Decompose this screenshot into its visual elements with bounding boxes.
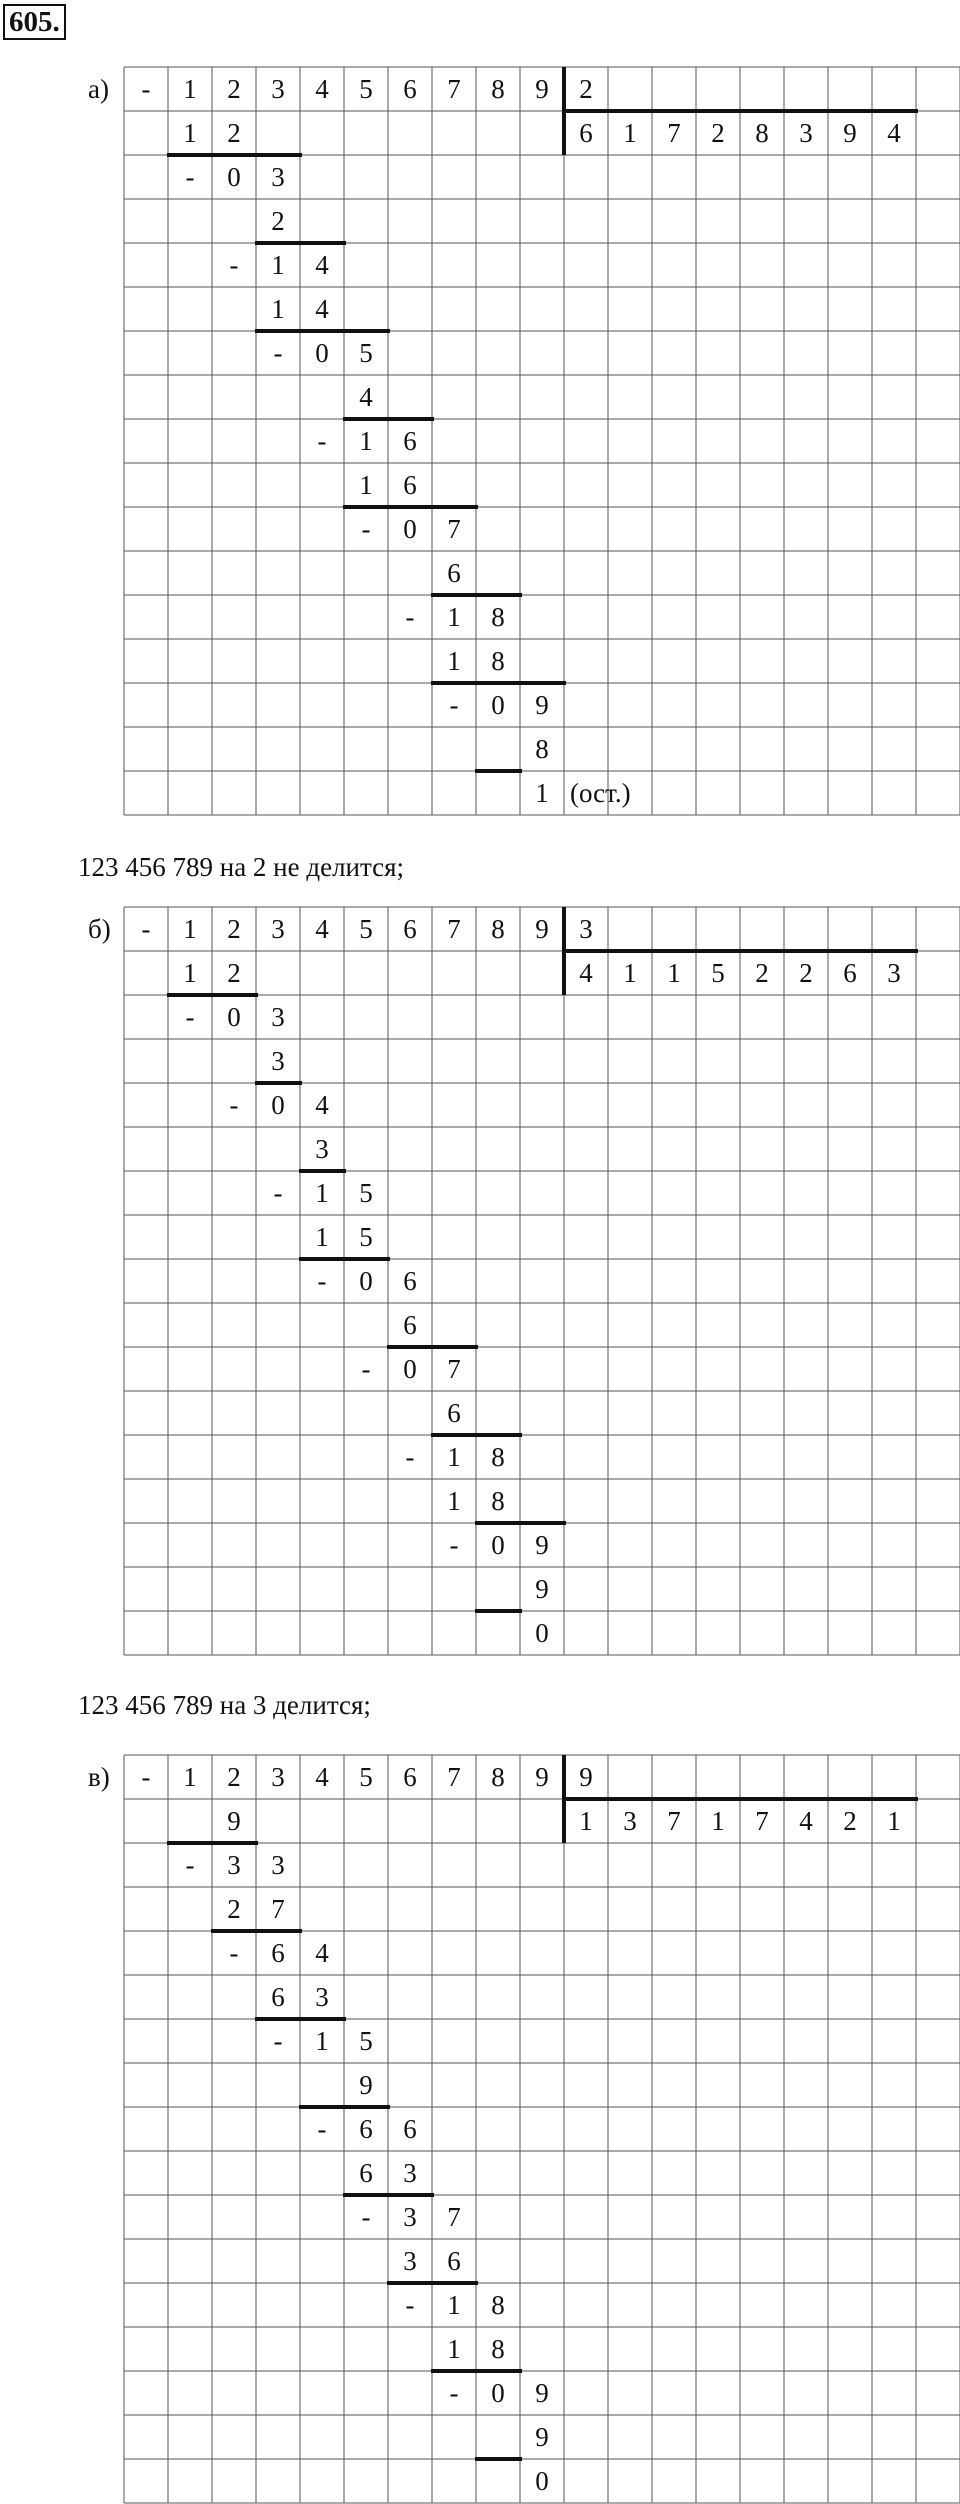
subtraction-underline bbox=[475, 2457, 522, 2461]
subtraction-underline bbox=[475, 769, 522, 773]
digit-cell: 3 bbox=[579, 914, 593, 944]
digit-cell: 9 bbox=[535, 914, 549, 944]
digit-cell: 8 bbox=[755, 118, 769, 148]
digit-cell: 4 bbox=[315, 1938, 329, 1968]
minus-sign: - bbox=[185, 1002, 195, 1032]
digit-cell: 6 bbox=[403, 426, 417, 456]
digit-cell: 6 bbox=[359, 2158, 373, 2188]
digit-cell: 2 bbox=[227, 1894, 241, 1924]
digit-cell: 1 bbox=[359, 426, 373, 456]
digit-cell: 2 bbox=[271, 206, 285, 236]
digit-cell: 8 bbox=[491, 2290, 505, 2320]
problem-number: 605. bbox=[3, 4, 66, 40]
digit-cell: 6 bbox=[843, 958, 857, 988]
digit-cell: 1 bbox=[447, 646, 461, 676]
digit-cell: 9 bbox=[535, 1762, 549, 1792]
digit-cell: 1 bbox=[447, 2290, 461, 2320]
digit-cell: 1 bbox=[667, 958, 681, 988]
digit-cell: 4 bbox=[315, 1090, 329, 1120]
digit-cell: 0 bbox=[491, 1530, 505, 1560]
digit-cell: 4 bbox=[315, 250, 329, 280]
part-label: в) bbox=[88, 1762, 110, 1792]
minus-sign: - bbox=[273, 1178, 283, 1208]
minus-sign: - bbox=[141, 1762, 151, 1792]
digit-cell: 0 bbox=[535, 2466, 549, 2496]
digit-cell: 8 bbox=[491, 914, 505, 944]
minus-sign: - bbox=[449, 1530, 459, 1560]
divisibility-conclusion: 123 456 789 на 3 делится; bbox=[78, 1690, 371, 1720]
minus-sign: - bbox=[185, 162, 195, 192]
digit-cell: 8 bbox=[491, 602, 505, 632]
digit-cell: 2 bbox=[711, 118, 725, 148]
digit-cell: 1 bbox=[315, 2026, 329, 2056]
digit-cell: 2 bbox=[843, 1806, 857, 1836]
digit-cell: 9 bbox=[535, 1574, 549, 1604]
digit-cell: 3 bbox=[315, 1982, 329, 2012]
digit-cell: 3 bbox=[271, 914, 285, 944]
minus-sign: - bbox=[449, 690, 459, 720]
digit-cell: 9 bbox=[535, 2422, 549, 2452]
digit-cell: 1 bbox=[887, 1806, 901, 1836]
minus-sign: - bbox=[317, 1266, 327, 1296]
digit-cell: 9 bbox=[227, 1806, 241, 1836]
digit-cell: 4 bbox=[579, 958, 593, 988]
digit-cell: 9 bbox=[579, 1762, 593, 1792]
digit-cell: 9 bbox=[535, 690, 549, 720]
digit-cell: 7 bbox=[447, 2202, 461, 2232]
subtraction-underline bbox=[475, 1609, 522, 1613]
minus-sign: - bbox=[229, 1090, 239, 1120]
digit-cell: 1 bbox=[271, 294, 285, 324]
digit-cell: 1 bbox=[183, 958, 197, 988]
minus-sign: - bbox=[317, 426, 327, 456]
minus-sign: - bbox=[449, 2378, 459, 2408]
digit-cell: 7 bbox=[447, 914, 461, 944]
part-label: а) bbox=[88, 74, 109, 104]
digit-cell: 6 bbox=[403, 1310, 417, 1340]
digit-cell: 1 bbox=[447, 2334, 461, 2364]
part-label: б) bbox=[88, 914, 111, 944]
minus-sign: - bbox=[405, 2290, 415, 2320]
digit-cell: 7 bbox=[447, 514, 461, 544]
digit-cell: 8 bbox=[535, 734, 549, 764]
digit-cell: 8 bbox=[491, 1442, 505, 1472]
digit-cell: 3 bbox=[403, 2202, 417, 2232]
digit-cell: 3 bbox=[315, 1134, 329, 1164]
digit-cell: 6 bbox=[579, 118, 593, 148]
digit-cell: 9 bbox=[843, 118, 857, 148]
digit-cell: 2 bbox=[227, 118, 241, 148]
digit-cell: 0 bbox=[359, 1266, 373, 1296]
digit-cell: 0 bbox=[491, 690, 505, 720]
digit-cell: 1 bbox=[711, 1806, 725, 1836]
digit-cell: 3 bbox=[271, 1002, 285, 1032]
digit-cell: 9 bbox=[535, 1530, 549, 1560]
digit-cell: 6 bbox=[403, 914, 417, 944]
digit-cell: 3 bbox=[271, 162, 285, 192]
digit-cell: 1 bbox=[623, 118, 637, 148]
digit-cell: 2 bbox=[227, 914, 241, 944]
minus-sign: - bbox=[229, 1938, 239, 1968]
digit-cell: 5 bbox=[359, 338, 373, 368]
digit-cell: 1 bbox=[315, 1222, 329, 1252]
division-grid bbox=[123, 66, 960, 816]
digit-cell: 1 bbox=[183, 1762, 197, 1792]
digit-cell: 0 bbox=[535, 1618, 549, 1648]
digit-cell: 6 bbox=[403, 470, 417, 500]
digit-cell: 6 bbox=[403, 1762, 417, 1792]
minus-sign: - bbox=[229, 250, 239, 280]
digit-cell: 7 bbox=[755, 1806, 769, 1836]
digit-cell: 7 bbox=[667, 1806, 681, 1836]
digit-cell: 8 bbox=[491, 646, 505, 676]
digit-cell: 6 bbox=[403, 1266, 417, 1296]
digit-cell: 7 bbox=[447, 74, 461, 104]
digit-cell: 1 bbox=[535, 778, 549, 808]
digit-cell: 9 bbox=[535, 74, 549, 104]
digit-cell: 9 bbox=[535, 2378, 549, 2408]
digit-cell: 5 bbox=[359, 1762, 373, 1792]
minus-sign: - bbox=[273, 338, 283, 368]
digit-cell: 7 bbox=[271, 1894, 285, 1924]
digit-cell: 5 bbox=[359, 914, 373, 944]
digit-cell: 3 bbox=[271, 1850, 285, 1880]
digit-cell: 2 bbox=[579, 74, 593, 104]
digit-cell: 4 bbox=[799, 1806, 813, 1836]
digit-cell: 3 bbox=[403, 2158, 417, 2188]
digit-cell: 3 bbox=[271, 74, 285, 104]
digit-cell: 6 bbox=[403, 74, 417, 104]
digit-cell: 6 bbox=[447, 1398, 461, 1428]
digit-cell: 6 bbox=[447, 558, 461, 588]
digit-cell: 4 bbox=[359, 382, 373, 412]
digit-cell: 7 bbox=[447, 1762, 461, 1792]
digit-cell: 4 bbox=[315, 1762, 329, 1792]
digit-cell: 0 bbox=[227, 1002, 241, 1032]
digit-cell: 3 bbox=[227, 1850, 241, 1880]
digit-cell: 8 bbox=[491, 1486, 505, 1516]
digit-cell: 3 bbox=[271, 1762, 285, 1792]
digit-cell: 8 bbox=[491, 2334, 505, 2364]
digit-cell: 3 bbox=[403, 2246, 417, 2276]
minus-sign: - bbox=[361, 1354, 371, 1384]
digit-cell: 6 bbox=[447, 2246, 461, 2276]
remainder-note: (ост.) bbox=[570, 778, 631, 808]
digit-cell: 2 bbox=[227, 1762, 241, 1792]
digit-cell: 8 bbox=[491, 74, 505, 104]
digit-cell: 1 bbox=[183, 118, 197, 148]
digit-cell: 7 bbox=[447, 1354, 461, 1384]
digit-cell: 4 bbox=[315, 74, 329, 104]
digit-cell: 1 bbox=[315, 1178, 329, 1208]
digit-cell: 0 bbox=[403, 1354, 417, 1384]
minus-sign: - bbox=[405, 1442, 415, 1472]
minus-sign: - bbox=[141, 74, 151, 104]
digit-cell: 1 bbox=[623, 958, 637, 988]
digit-cell: 0 bbox=[491, 2378, 505, 2408]
minus-sign: - bbox=[273, 2026, 283, 2056]
digit-cell: 6 bbox=[359, 2114, 373, 2144]
digit-cell: 5 bbox=[359, 74, 373, 104]
digit-cell: 6 bbox=[271, 1982, 285, 2012]
digit-cell: 3 bbox=[887, 958, 901, 988]
digit-cell: 9 bbox=[359, 2070, 373, 2100]
digit-cell: 6 bbox=[271, 1938, 285, 1968]
digit-cell: 2 bbox=[227, 958, 241, 988]
digit-cell: 1 bbox=[447, 1442, 461, 1472]
digit-cell: 0 bbox=[227, 162, 241, 192]
minus-sign: - bbox=[361, 2202, 371, 2232]
digit-cell: 0 bbox=[271, 1090, 285, 1120]
digit-cell: 0 bbox=[403, 514, 417, 544]
digit-cell: 2 bbox=[799, 958, 813, 988]
digit-cell: 6 bbox=[403, 2114, 417, 2144]
digit-cell: 7 bbox=[667, 118, 681, 148]
digit-cell: 1 bbox=[447, 1486, 461, 1516]
digit-cell: 5 bbox=[359, 1178, 373, 1208]
digit-cell: 5 bbox=[711, 958, 725, 988]
digit-cell: 1 bbox=[447, 602, 461, 632]
division-grid bbox=[123, 1754, 960, 2504]
divisibility-conclusion: 123 456 789 на 2 не делится; bbox=[78, 852, 405, 882]
digit-cell: 4 bbox=[315, 294, 329, 324]
digit-cell: 8 bbox=[491, 1762, 505, 1792]
minus-sign: - bbox=[405, 602, 415, 632]
digit-cell: 4 bbox=[887, 118, 901, 148]
digit-cell: 3 bbox=[799, 118, 813, 148]
digit-cell: 0 bbox=[315, 338, 329, 368]
digit-cell: 1 bbox=[183, 74, 197, 104]
minus-sign: - bbox=[185, 1850, 195, 1880]
digit-cell: 5 bbox=[359, 1222, 373, 1252]
digit-cell: 3 bbox=[623, 1806, 637, 1836]
digit-cell: 1 bbox=[271, 250, 285, 280]
digit-cell: 1 bbox=[183, 914, 197, 944]
digit-cell: 1 bbox=[579, 1806, 593, 1836]
minus-sign: - bbox=[317, 2114, 327, 2144]
division-grid bbox=[123, 906, 960, 1656]
minus-sign: - bbox=[141, 914, 151, 944]
digit-cell: 4 bbox=[315, 914, 329, 944]
digit-cell: 1 bbox=[359, 470, 373, 500]
digit-cell: 2 bbox=[227, 74, 241, 104]
digit-cell: 5 bbox=[359, 2026, 373, 2056]
digit-cell: 3 bbox=[271, 1046, 285, 1076]
digit-cell: 2 bbox=[755, 958, 769, 988]
minus-sign: - bbox=[361, 514, 371, 544]
